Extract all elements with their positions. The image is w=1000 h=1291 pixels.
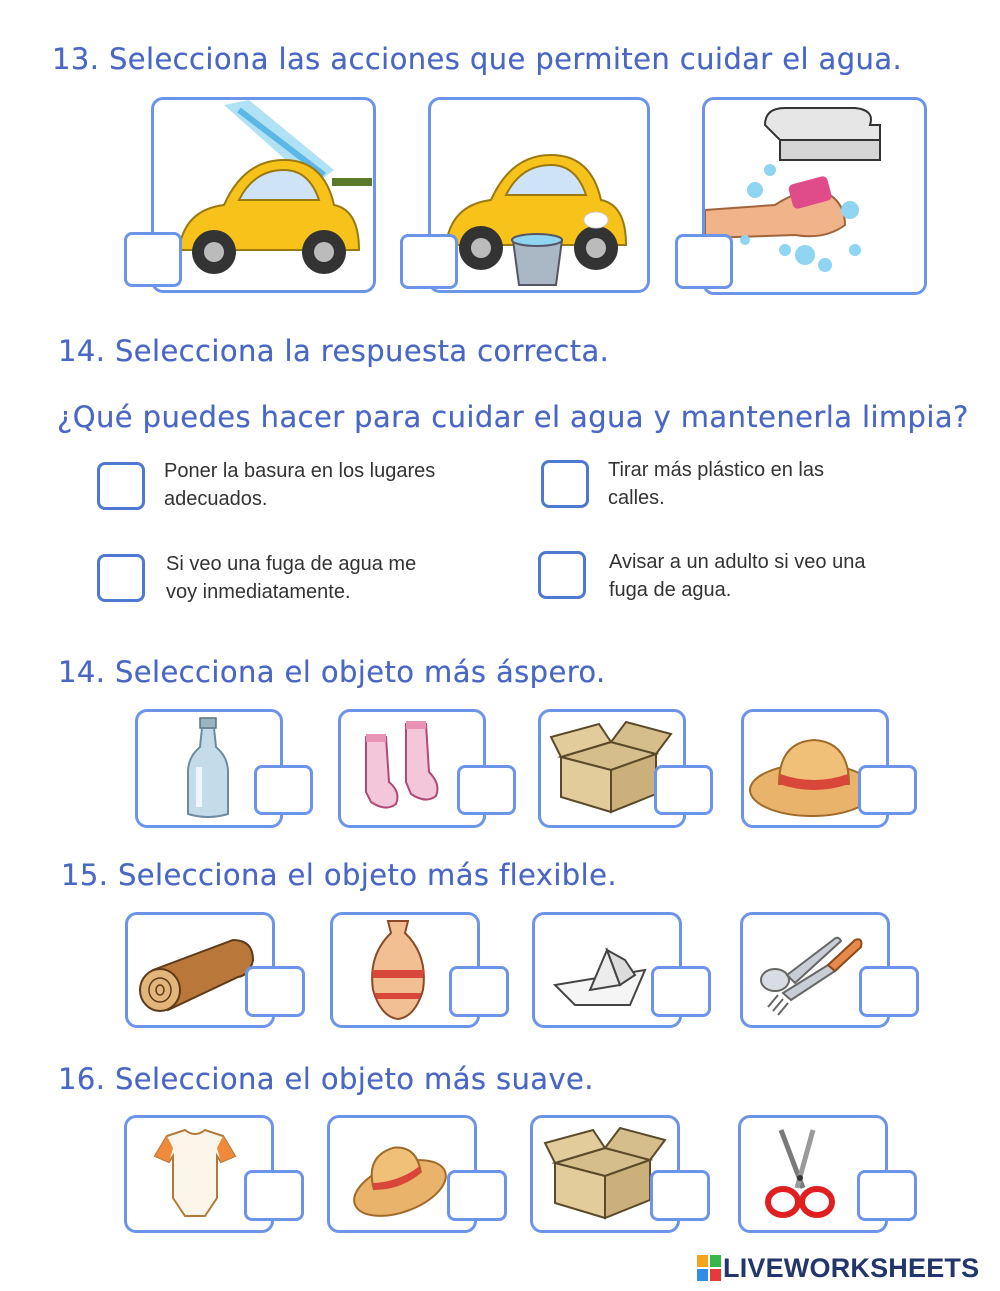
q13-checkbox-3[interactable]	[675, 234, 733, 289]
liveworksheets-logo	[697, 1253, 979, 1283]
q14a-option-1-line2: adecuados.	[164, 488, 268, 510]
liveworksheets-logo-text: LIVEWORKSHEETS	[723, 1252, 980, 1283]
handwash-illustration	[705, 100, 924, 292]
q14a-option-4-text	[609, 548, 865, 604]
q14a-option-1-line1: Poner la basura en los lugares	[164, 460, 436, 482]
q14a-option-2-line2: calles.	[608, 487, 665, 509]
q13-checkbox-2[interactable]	[400, 234, 458, 289]
q14a-option-3-text	[166, 550, 416, 606]
q15-checkbox-1[interactable]	[245, 966, 305, 1017]
q14a-option-2-line1: Tirar más plástico en las	[608, 459, 824, 481]
q16-checkbox-3[interactable]	[650, 1170, 710, 1221]
q14b-checkbox-4[interactable]	[858, 765, 917, 815]
q14a-option-2-text	[608, 456, 824, 512]
q13-title: 13. Selecciona las acciones que permiten cuidar el agua.	[52, 42, 903, 76]
q15-checkbox-3[interactable]	[651, 966, 711, 1017]
q16-checkbox-2[interactable]	[447, 1170, 507, 1221]
q15-title: 15. Selecciona el objeto más flexible.	[61, 858, 617, 892]
q14b-checkbox-1[interactable]	[254, 765, 313, 815]
q14a-option-3-checkbox[interactable]	[97, 554, 145, 602]
q14a-option-3-line2: voy inmediatamente.	[166, 581, 351, 603]
q13-checkbox-1[interactable]	[124, 232, 182, 287]
q14a-option-1-checkbox[interactable]	[97, 462, 145, 510]
q14b-title: 14. Selecciona el objeto más áspero.	[58, 655, 606, 689]
q14a-question: ¿Qué puedes hacer para cuidar el agua y mantenerla limpia?	[57, 400, 969, 434]
q15-checkbox-4[interactable]	[859, 966, 919, 1017]
q14b-checkbox-2[interactable]	[457, 765, 516, 815]
q14a-option-2-checkbox[interactable]	[541, 460, 589, 508]
q16-title: 16. Selecciona el objeto más suave.	[58, 1062, 594, 1096]
q14a-option-4-checkbox[interactable]	[538, 551, 586, 599]
q16-checkbox-4[interactable]	[857, 1170, 917, 1221]
q13-card-hose-car	[151, 97, 376, 293]
q14b-checkbox-3[interactable]	[654, 765, 713, 815]
q14a-title: 14. Selecciona la respuesta correcta.	[58, 334, 610, 368]
liveworksheets-logo-icon	[697, 1255, 721, 1281]
q14a-option-1-text	[164, 457, 435, 513]
q14a-option-4-line1: Avisar a un adulto si veo una	[609, 551, 866, 573]
car-hose-illustration	[154, 100, 373, 290]
q13-card-handwash	[702, 97, 927, 295]
q16-checkbox-1[interactable]	[244, 1170, 304, 1221]
q15-checkbox-2[interactable]	[449, 966, 509, 1017]
car-bucket-illustration	[431, 100, 647, 290]
q14a-option-3-line1: Si veo una fuga de agua me	[166, 553, 417, 575]
q13-card-bucket-car	[428, 97, 650, 293]
q14a-option-4-line2: fuga de agua.	[609, 579, 732, 601]
